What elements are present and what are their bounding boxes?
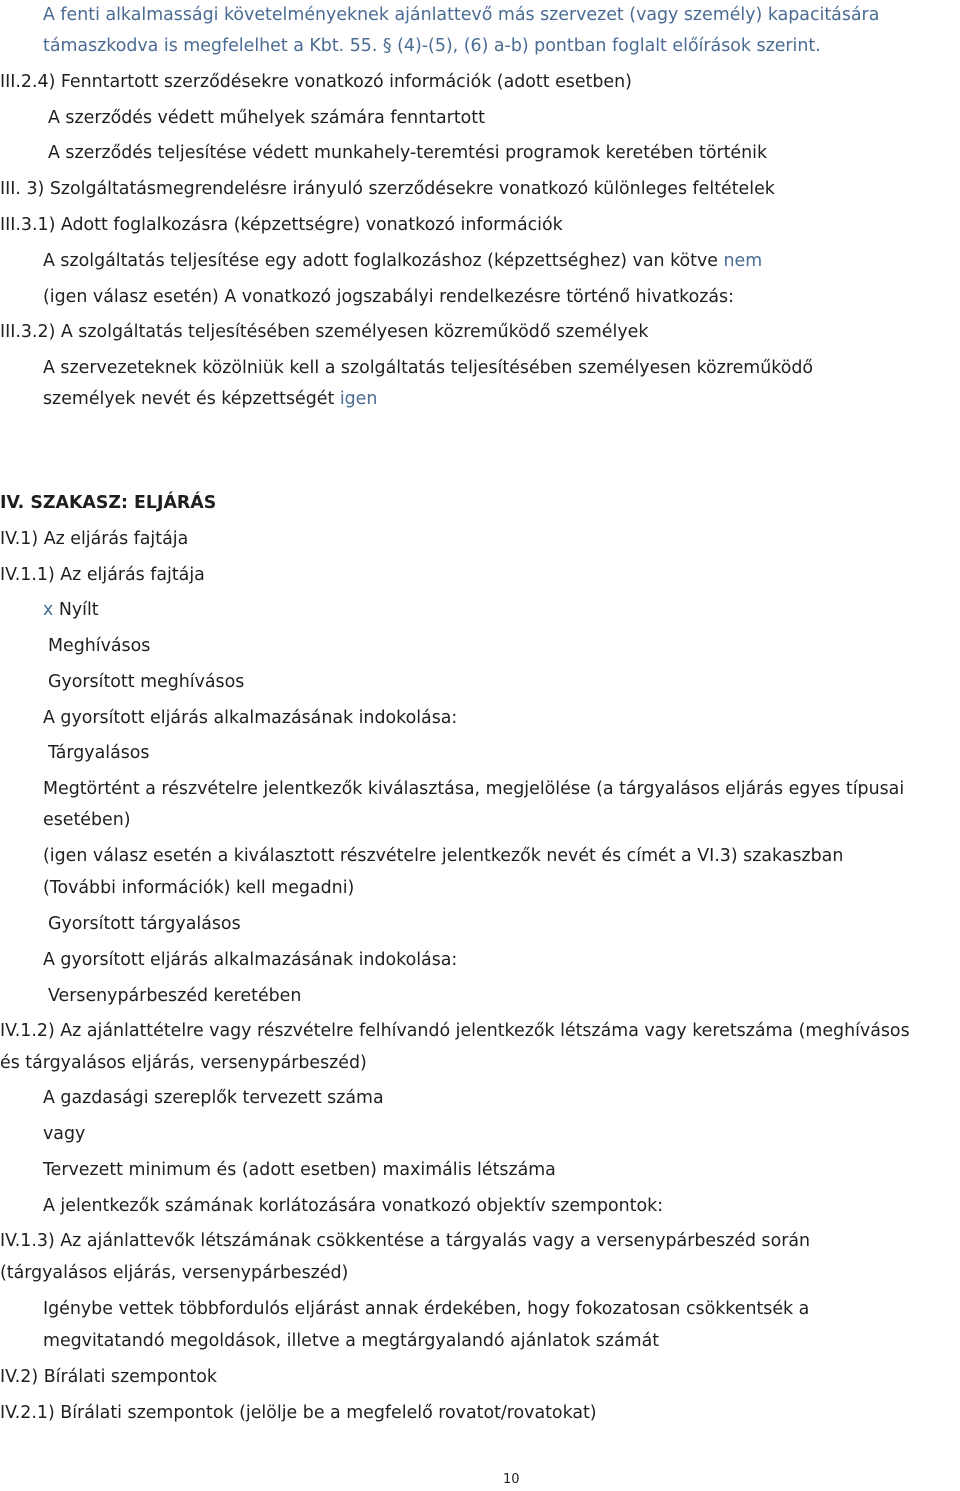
profession-requirement-text: A szolgáltatás teljesítése egy adott foglalkozáshoz (képzettséghez) van kötve [43,251,718,271]
section-iii3-heading: III. 3) Szolgáltatásmegrendelésre irányuló szerződésekre vonatkozó különleges feltételek [0,179,775,199]
section-iv13-heading-1: IV.1.3) Az ajánlattevők létszámának csökkentése a tárgyalás vagy a versenypárbeszéd során [0,1231,811,1251]
section-iv12-heading-1: IV.1.2) Az ajánlattételre vagy részvételre felhívandó jelentkezők létszáma vagy keretszáma (meghívásos [0,1021,910,1041]
page-number: 10 [503,1472,520,1487]
section-iii31-heading: III.3.1) Adott foglalkozásra (képzettségre) vonatkozó információk [0,215,563,235]
procedure-open-option [43,599,99,621]
min-max-number: Tervezett minimum és (adott esetben) maximális létszáma [43,1160,556,1180]
planned-operators-number: A gazdasági szereplők tervezett száma [43,1088,384,1108]
procedure-dialogue-option: Versenypárbeszéd keretében [48,986,302,1006]
candidate-note-2: (További információk) kell megadni) [43,878,355,898]
section-iv1-heading: IV.1) Az eljárás fajtája [0,529,189,549]
section-iv12-heading-2: és tárgyalásos eljárás, versenypárbeszéd) [0,1053,367,1073]
candidate-selection-text-2: esetében) [43,810,131,830]
section-iii32-heading: III.3.2) A szolgáltatás teljesítésében személyesen közreműködő személyek [0,322,649,342]
procedure-accelerated-negotiated-option: Gyorsított tárgyalásos [48,914,241,934]
section-iv-heading: IV. SZAKASZ: ELJÁRÁS [0,493,217,513]
procedure-accelerated-restricted-option: Gyorsított meghívásos [48,672,245,692]
sheltered-employment-option: A szerződés teljesítése védett munkahely-teremtési programok keretében történik [48,143,768,163]
multi-round-text-2: megvitatandó megoldások, illetve a megtárgyalandó ajánlatok számát [43,1331,660,1351]
multi-round-text-1: Igénybe vettek többfordulós eljárást annak érdekében, hogy fokozatosan csökkentsék a [43,1299,810,1319]
candidate-note-1: (igen válasz esetén a kiválasztott részvételre jelentkezők nevét és címét a VI.3) szakaszban [43,846,844,866]
procedure-restricted-option: Meghívásos [48,636,151,656]
procedure-negotiated-option: Tárgyalásos [48,743,150,763]
legal-reference-text: (igen válasz esetén) A vonatkozó jogszabályi rendelkezésre történő hivatkozás: [43,287,734,307]
intro-line-2: támaszkodva is megfelelhet a Kbt. 55. § (4)-(5), (6) a-b) pontban foglalt előírások szerint. [43,36,821,56]
staff-names-text-1: A szervezeteknek közölniük kell a szolgáltatás teljesítésében személyesen közreműködő [43,358,814,378]
section-iv21-heading: IV.2.1) Bírálati szempontok (jelölje be a megfelelő rovatot/rovatokat) [0,1403,597,1423]
or-text: vagy [43,1124,86,1144]
accelerated-justification-1: A gyorsított eljárás alkalmazásának indokolása: [43,708,458,728]
section-iv11-heading: IV.1.1) Az eljárás fajtája [0,565,205,585]
intro-line-1: A fenti alkalmassági követelményeknek ajánlattevő más szervezet (vagy személy) kapacitására [43,5,880,25]
section-iv2-heading: IV.2) Bírálati szempontok [0,1367,217,1387]
staff-names-answer: igen [339,389,378,409]
open-checked-mark: x [43,600,54,620]
staff-names-row [43,388,377,410]
section-iii24-heading: III.2.4) Fenntartott szerződésekre vonatkozó információk (adott esetben) [0,72,632,92]
profession-requirement-answer: nem [723,251,763,271]
profession-requirement-row [43,250,762,272]
procedure-open-label: Nyílt [58,600,99,620]
objective-criteria: A jelentkezők számának korlátozására vonatkozó objektív szempontok: [43,1196,664,1216]
accelerated-justification-2: A gyorsított eljárás alkalmazásának indokolása: [43,950,458,970]
reserved-workshops-option: A szerződés védett műhelyek számára fenntartott [48,108,485,128]
staff-names-text-2: személyek nevét és képzettségét [43,389,335,409]
section-iv13-heading-2: (tárgyalásos eljárás, versenypárbeszéd) [0,1263,349,1283]
candidate-selection-text-1: Megtörtént a részvételre jelentkezők kiválasztása, megjelölése (a tárgyalásos eljárás egyes típusai [43,779,905,799]
